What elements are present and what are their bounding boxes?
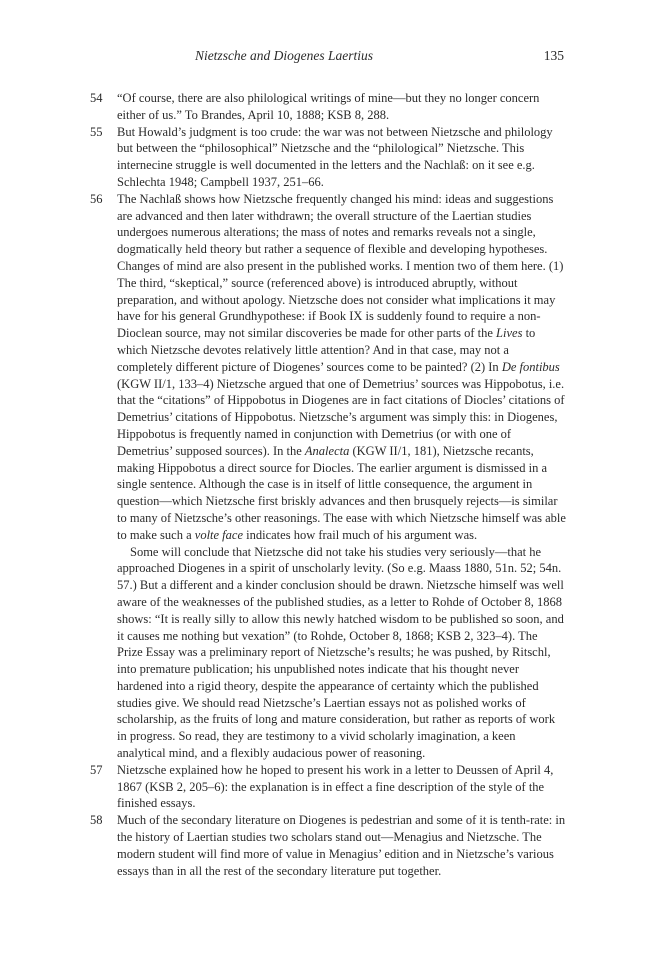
note-text-segment: (KGW II/1, 181), Nietzsche recants, making Hippobotus a direct source for Diocles. The earlier argument is dismissed in a single sentence. Although the case is in itself of little consequence, the argument in question—which Nietzsche first briskly advances and then brusquely rejects—is similar to many of Nietzsche’s other reasonings. The ease with which Nietzsche himself was able to make such a [117, 443, 566, 542]
note-text: Nietzsche explained how he hoped to present his work in a letter to Deussen of April 4, 1867 (KSB 2, 205–6): the explanation is in effect a fine description of the style of the finished essays. [117, 762, 554, 811]
note-text-segment: indicates how frail much of his argument was. [243, 527, 478, 542]
endnote-57 [90, 762, 566, 812]
note-text-segment: The Nachlaß shows how Nietzsche frequently changed his mind: ideas and suggestions are advanced and then later withdrawn; the overall structure of the Laertian studies undergoes numerous alterations; the mass of notes and remarks reveals not a single, dogmatically held theory but rather a sequence of flexible and developing hypotheses. Changes of mind are also present in the published works. I mention two of them here. (1) The third, “skeptical,” source (referenced above) is introduced abruptly, without preparation, and without apology. Nietzsche does not consider what implications it may have for his general Grundhypothese: if Book IX is suddenly found to require a non-Dioclean source, may not similar discoveries be made for other parts of the [117, 191, 564, 341]
note-text: But Howald’s judgment is too crude: the war was not between Nietzsche and philology but between the “philosophical” Nietzsche and the “philological” Nietzsche. This internecine struggle is well documented in the letters and the Nachlaß: on it see e.g. Schlechta 1948; Campbell 1937, 251–66. [117, 124, 553, 189]
note-text: “Of course, there are also philological writings of mine—but they no longer concern either of us.” To Brandes, April 10, 1888; KSB 8, 288. [117, 91, 540, 122]
endnote-54 [90, 90, 566, 124]
note-text [117, 191, 566, 544]
note-number: 56 [90, 191, 103, 206]
note-text: Much of the secondary literature on Diogenes is pedestrian and some of it is tenth-rate: in the history of Laertian studies two scholars stand out—Menagius and Nietzsche. The modern student will find more of value in Menagius’ edition and in Nietzsche’s various essays than in all the rest of the secondary literature put together. [117, 813, 566, 878]
running-title: Nietzsche and Diogenes Laertius [194, 48, 374, 63]
page-number: 135 [543, 48, 564, 63]
note-continuation-paragraph: Some will conclude that Nietzsche did not take his studies very seriously—that he approached Diogenes in a spirit of unscholarly levity. (So e.g. Maass 1880, 51n. 52; 54n. 57.) But a different and a kinder conclusion should be drawn. Nietzsche himself was well aware of the weaknesses of the published studies, as a letter to Rohde of October 8, 1868 shows: “It is really silly to allow this newly hatched wisdom to be published so soon, and it causes me nothing but vexation” (to Rohde, October 8, 1868; KSB 2, 323–4). The Prize Essay was a preliminary report of Nietzsche’s results; he was pushed, by Ritschl, into premature publication; his unpublished notes indicate that his thought never hardened into a rigid theory, despite the appearance of certainty which the published studies give. We should read Nietzsche’s Laertian essays not as polished works of scholarship, as the fruits of long and mature consideration, but rather as reports of work in progress. So read, they are testimony to a vivid scholarly imagination, a keen analytical mind, and a flexibly audacious power of reasoning. [117, 544, 564, 761]
endnote-55 [90, 124, 566, 191]
endnote-56 [90, 191, 566, 762]
note-number: 57 [90, 762, 103, 777]
endnotes [90, 90, 566, 879]
note-number: 58 [90, 813, 103, 828]
italic-title-lives: Lives [496, 326, 523, 341]
italic-phrase-volte-face: volte face [194, 527, 244, 542]
italic-title-de-fontibus: De fontibus [501, 359, 560, 374]
note-number: 54 [90, 91, 103, 105]
italic-title-analecta: Analecta [304, 443, 350, 458]
note-text-segment: (KGW II/1, 133–4) Nietzsche argued that one of Demetrius’ sources was Hippobotus, i.e. that the “citations” of Hippobotus in Diogenes are in fact citations of Diocles’ citations of Demetrius’ citations of Hippobotus. Nietzsche’s argument was simply this: in Diogenes, Hippobotus is frequently named in conjunction with Demetrius (or with one of Demetrius’ supposed sources). In the [117, 376, 565, 458]
endnote-58 [90, 812, 566, 879]
note-number: 55 [90, 124, 103, 139]
note-text-segment: to which Nietzsche devotes relatively little attention? And in that case, may not a completely different picture of Diogenes’ sources come to be painted? (2) In [117, 326, 536, 374]
